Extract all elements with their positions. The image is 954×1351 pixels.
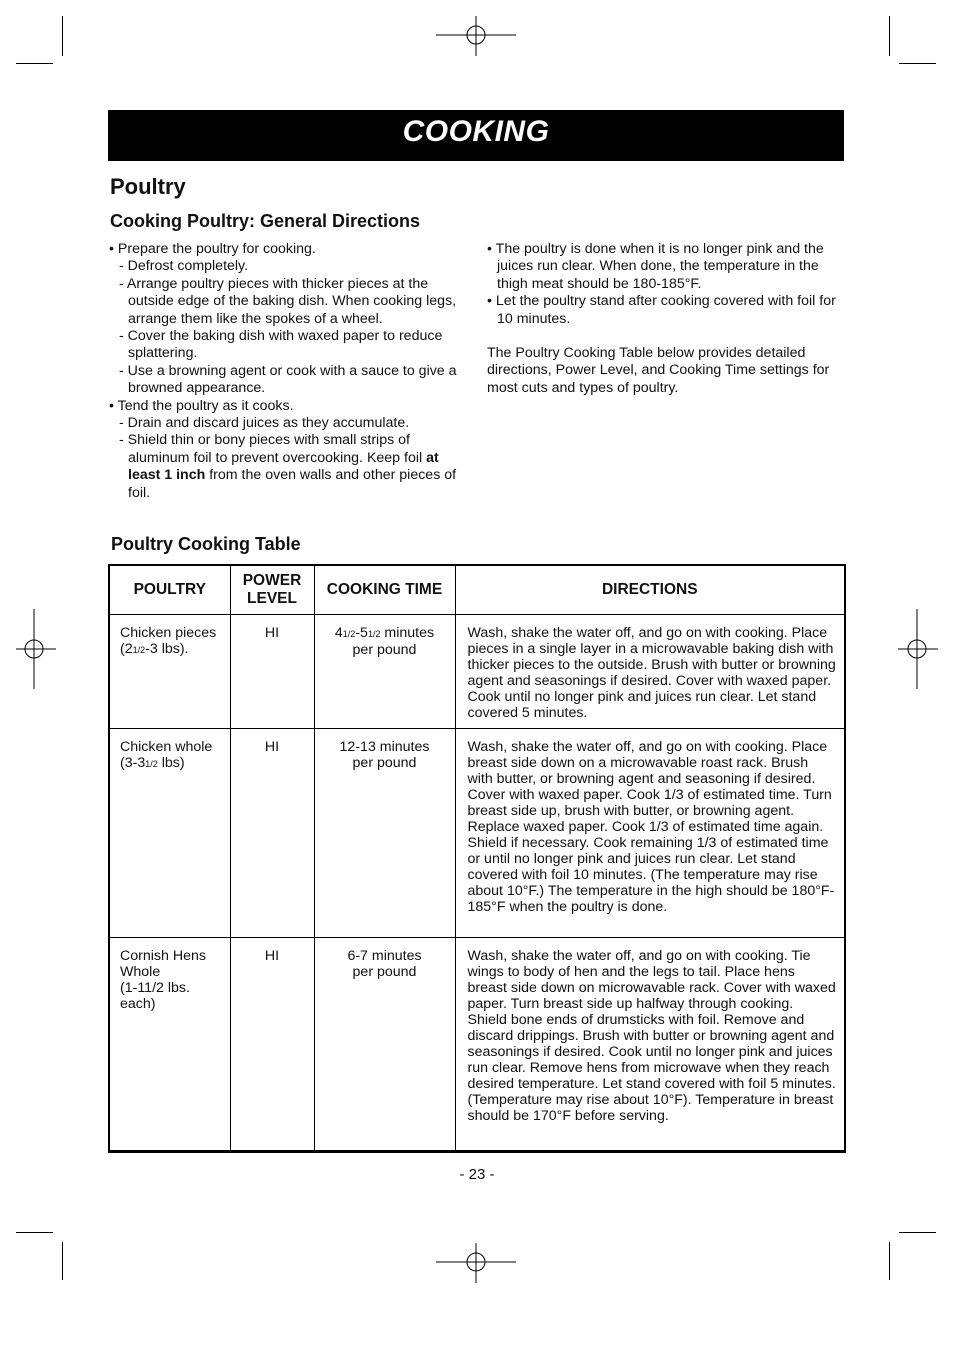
poultry-cell: Chicken pieces (21/2-3 lbs).: [109, 615, 230, 729]
shield-bold-text: at least 1 inch: [128, 449, 439, 484]
general-directions-right: [487, 241, 845, 397]
registration-mark-icon: [436, 16, 516, 56]
shield-text-end: from the oven walls and other pieces of foil.: [128, 467, 457, 501]
table-heading: Poultry Cooking Table: [111, 534, 301, 554]
column-header-directions: DIRECTIONS: [455, 565, 845, 615]
sub-item: - Drain and discard juices as they accumulate.: [119, 415, 410, 432]
sub-item: - Cover the baking dish with waxed paper to reduce splattering.: [119, 328, 443, 362]
poultry-cell: Chicken whole (3-31/2 lbs): [109, 729, 230, 938]
page-title: Poultry: [110, 174, 186, 199]
table-row: [109, 615, 845, 729]
power-level-cell: HI: [230, 615, 314, 729]
sub-item: - Arrange poultry pieces with thicker pieces at the outside edge of the baking dish. When cooking legs, arrange them like the spokes of a wheel.: [119, 275, 457, 327]
crop-mark: [889, 16, 890, 56]
shield-text: - Shield thin or bony pieces with small strips of aluminum foil to prevent overcooking. Keep foil: [119, 432, 427, 466]
column-header-poultry: POULTRY: [109, 565, 230, 615]
registration-mark-icon: [436, 1243, 516, 1283]
bullet-done: • The poultry is done when it is no longer pink and the juices run clear. When done, the temperature in the thigh meat should be 180-185°F.: [487, 241, 824, 292]
registration-mark-icon: [16, 609, 56, 689]
bullet-tend: • Tend the poultry as it cooks.: [109, 397, 294, 414]
power-level-cell: HI: [230, 938, 314, 1152]
directions-cell: Wash, shake the water off, and go on with cooking. Tie wings to body of hen and the legs to tail. Place hens breast side down on microwavable rack. Cover with waxed paper. Turn breast side up halfway through cooking. Shield bone ends of drumsticks with foil. Remove and discard drippings. Brush with butter or browning agent and seasonings if desired. Cook until no longer pink and juices run clear. Remove hens from microwave when they reach desired temperature. Let stand covered with foil 5 minutes. (Temperature may rise about 10°F). Temperature in breast should be 170°F before serving.: [455, 938, 845, 1152]
crop-mark: [62, 16, 63, 56]
table-intro-paragraph: The Poultry Cooking Table below provides detailed directions, Power Level, and Cooking Time settings for most cuts and types of poultry.: [487, 345, 830, 396]
crop-mark: [899, 1232, 936, 1233]
sub-item: - Use a browning agent or cook with a sauce to give a browned appearance.: [119, 362, 457, 397]
crop-mark: [16, 63, 53, 64]
page-number: - 23 -: [459, 1166, 495, 1183]
cooking-time-cell: 6-7 minutes per pound: [314, 938, 455, 1152]
crop-mark: [16, 1232, 53, 1233]
general-directions-heading: Cooking Poultry: General Directions: [110, 211, 421, 231]
poultry-cell: Cornish Hens Whole (1-11/2 lbs. each): [109, 938, 230, 1152]
crop-mark: [889, 1242, 890, 1280]
general-directions-left: [109, 241, 465, 502]
table-header-row: [109, 565, 845, 615]
bullet-prepare: • Prepare the poultry for cooking.: [109, 241, 316, 257]
directions-cell: Wash, shake the water off, and go on with cooking. Place pieces in a single layer in a microwavable baking dish with thicker pieces to the outside. Brush with butter or browning agent and seasonings if desired. Cover with waxed paper. Cook until no longer pink and juices run clear. Let stand covered 5 minutes.: [455, 615, 845, 729]
sub-item: - Defrost completely.: [119, 258, 249, 275]
registration-mark-icon: [898, 609, 938, 689]
poultry-cooking-table: [108, 564, 846, 1153]
sub-item-shield: [109, 432, 465, 502]
cooking-time-cell: 12-13 minutes per pound: [314, 729, 455, 938]
crop-mark: [62, 1242, 63, 1280]
directions-cell: Wash, shake the water off, and go on with cooking. Place breast side down on a microwavable roast rack. Brush with butter, or browning agent and seasoning if desired. Cover with waxed paper. Cook 1/3 of estimated time. Turn breast side up, brush with butter, or browning agent. Replace waxed paper. Cook 1/3 of estimated time again. Shield if necessary. Cook remaining 1/3 of estimated time or until no longer pink and juices run clear. Let stand covered with foil 10 minutes. (The temperature may rise about 10°F.) The temperature in the high should be 180°F-185°F when the poultry is done.: [455, 729, 845, 938]
power-level-cell: HI: [230, 729, 314, 938]
bullet-stand: • Let the poultry stand after cooking covered with foil for 10 minutes.: [487, 293, 836, 327]
table-row: [109, 729, 845, 938]
section-banner: COOKING: [108, 110, 844, 161]
column-header-cooking-time: COOKING TIME: [314, 565, 455, 615]
table-row: [109, 938, 845, 1152]
crop-mark: [899, 63, 936, 64]
cooking-time-cell: 41/2-51/2 minutes per pound: [314, 615, 455, 729]
column-header-power-level: POWER LEVEL: [230, 565, 314, 615]
